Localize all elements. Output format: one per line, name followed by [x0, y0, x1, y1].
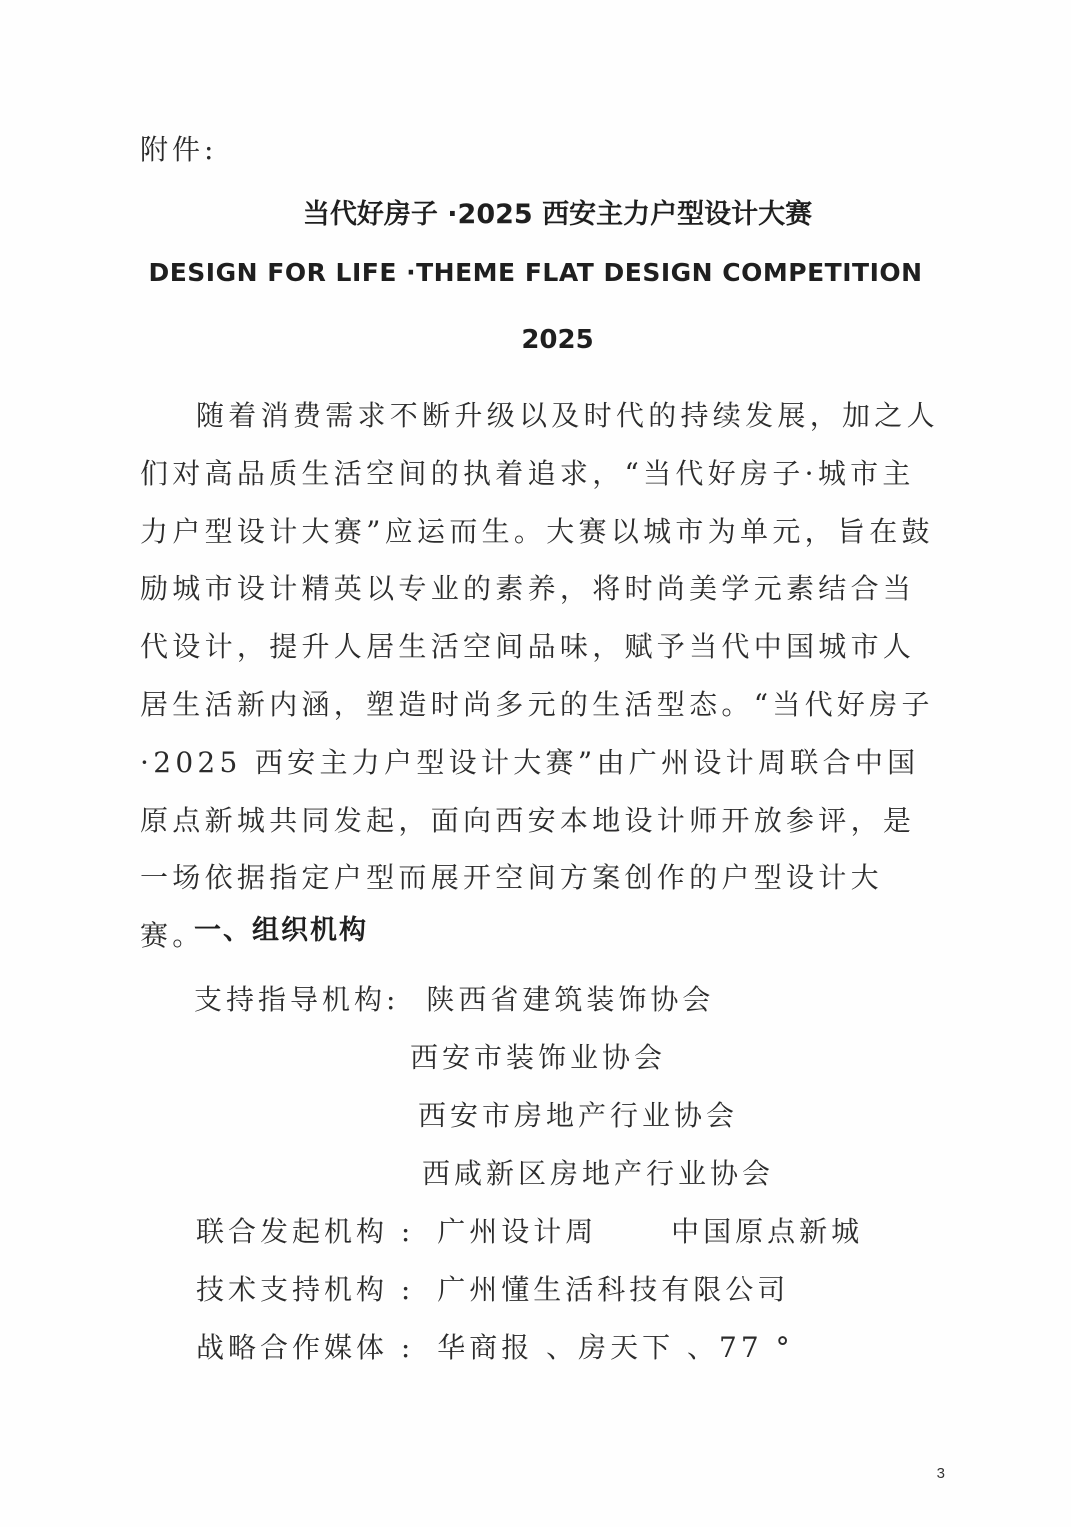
support-org-row	[418, 1094, 738, 1134]
support-org-item: 西安市装饰业协会	[410, 1041, 667, 1074]
initiator-org-item: 广州设计周	[437, 1215, 598, 1248]
tech-support-label: 技术支持机构 :	[196, 1273, 415, 1306]
title-year: 2025	[521, 325, 594, 355]
initiator-org-item: 中国原点新城	[671, 1215, 864, 1248]
page-number: 3	[936, 1465, 945, 1482]
title-chinese: 当代好房子 ·2025 西安主力户型设计大赛	[302, 199, 813, 230]
initiator-org-label: 联合发起机构 :	[196, 1215, 415, 1248]
support-org-row	[422, 1152, 774, 1192]
media-partner-list: 华商报 、房天下 、77 °	[437, 1331, 794, 1364]
intro-section	[140, 387, 940, 965]
support-org-item: 西咸新区房地产行业协会	[422, 1157, 775, 1190]
support-org-label: 支持指导机构:	[194, 983, 400, 1016]
initiator-org-row	[196, 1210, 863, 1250]
support-org-row	[194, 978, 714, 1018]
section-heading-organization: 一、组织机构	[194, 915, 368, 946]
intro-paragraph: 随着消费需求不断升级以及时代的持续发展，加之人们对高品质生活空间的执着追求，“当代好房子·城市主力户型设计大赛”应运而生。大赛以城市为单元，旨在鼓励城市设计精英以专业的素养，将时尚美学元素结合当代设计，提升人居生活空间品味，赋予当代中国城市人居生活新内涵，塑造时尚多元的生活型态。“当代好房子·2025 西安主力户型设计大赛”由广州设计周联合中国原点新城共同发起，面向西安本地设计师开放参评，是一场依据指定户型而展开空间方案创作的户型设计大赛。	[140, 399, 939, 953]
support-org-row	[410, 1036, 666, 1076]
tech-support-row	[196, 1268, 789, 1308]
title-english: DESIGN FOR LIFE ·THEME FLAT DESIGN COMPETITION	[148, 258, 923, 287]
support-org-item: 西安市房地产行业协会	[418, 1099, 739, 1132]
attachment-label: 附件:	[140, 133, 218, 166]
tech-support-org: 广州懂生活科技有限公司	[437, 1273, 790, 1306]
media-partner-row	[196, 1326, 794, 1366]
support-org-item: 陕西省建筑装饰协会	[426, 983, 715, 1016]
media-partner-label: 战略合作媒体 :	[196, 1331, 415, 1364]
